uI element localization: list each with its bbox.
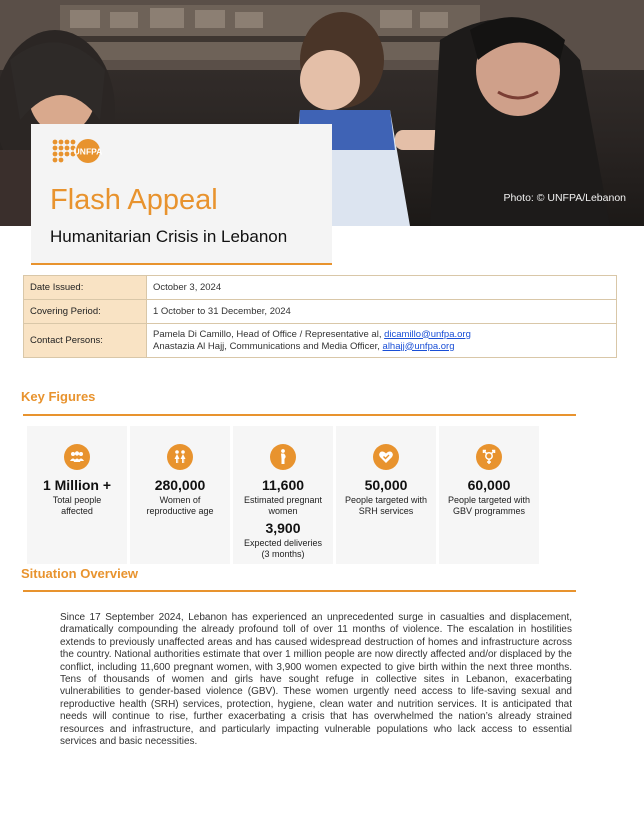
figure-label: Estimated pregnant women (243, 495, 323, 516)
contact-2-email-link[interactable]: alhajj@unfpa.org (382, 340, 455, 352)
figure-value-secondary: 3,900 (265, 520, 301, 536)
logo-text: UNFPA (73, 146, 103, 157)
figure-card-srh (336, 426, 436, 564)
situation-overview-heading: Situation Overview (21, 566, 139, 581)
covering-period-value: 1 October to 31 December, 2024 (147, 300, 617, 324)
pregnant-woman-icon (270, 444, 296, 470)
figure-value: 50,000 (364, 477, 408, 493)
info-table (23, 275, 617, 358)
date-issued-label: Date Issued: (24, 276, 147, 300)
heart-hands-icon (373, 444, 399, 470)
info-row-contacts (24, 324, 617, 358)
figure-label: Women of reproductive age (146, 495, 214, 516)
figure-value: 11,600 (261, 477, 305, 493)
situation-overview-rule (23, 590, 576, 592)
figure-card-affected (27, 426, 127, 564)
title-card (31, 124, 332, 265)
contact-1-email-link[interactable]: dicamillo@unfpa.org (384, 328, 471, 340)
contact-1-text: Pamela Di Camillo, Head of Office / Representative al, (153, 328, 385, 340)
figure-card-gbv (439, 426, 539, 564)
covering-period-label: Covering Period: (24, 300, 147, 324)
unfpa-logo-mark (52, 138, 132, 166)
figure-card-reproductive-age (130, 426, 230, 564)
contact-persons-label: Contact Persons: (24, 324, 147, 358)
figure-label-secondary: Expected deliveries (3 months) (243, 538, 323, 559)
key-figures-heading: Key Figures (21, 389, 96, 404)
unfpa-logo (52, 138, 132, 166)
page-subtitle: Humanitarian Crisis in Lebanon (50, 227, 288, 246)
contact-persons-value (147, 324, 617, 358)
info-row-period (24, 300, 617, 324)
situation-overview-text: Since 17 September 2024, Lebanon has experienced an unprecedented surge in casualties and displacement, dramatically compounding the already profound toll of over 11 months of violence. The escalation in hostilities extends to previously unaffected areas and has caused widespread destruction of homes and infrastructure across the country. National authorities estimate that over 1 million people are now directly affected and/or displaced by the conflict, including 11,600 pregnant women, with 3,900 women expected to give birth within the next three months. Tens of thousands of women and girls have sought refuge in collective sites in Lebanon, exacerbating vulnerabilities to gender-based violence (GBV). These women urgently need access to life-saving sexual and reproductive health (SRH) services, protection, hygiene, clean water and nutrition services. It is anticipated that needs will continue to rise, further exacerbating a crisis that has overwhelmed the nation’s already strained resources and infrastructure, and particularly impacting vulnerable populations who lack access to essential services and basic necessities. (60, 612, 572, 748)
key-figures-rule (23, 414, 576, 416)
photo-credit: Photo: © UNFPA/Lebanon (503, 192, 626, 204)
page-title: Flash Appeal (50, 184, 218, 216)
group-icon (64, 444, 90, 470)
figure-label: Total people affected (52, 495, 102, 516)
figure-label: People targeted with GBV programmes (447, 495, 531, 516)
figure-value: 60,000 (467, 477, 511, 493)
gender-icon (476, 444, 502, 470)
title-card-rule (31, 263, 332, 265)
figure-value: 1 Million + (42, 477, 112, 493)
info-row-date (24, 276, 617, 300)
figure-label: People targeted with SRH services (344, 495, 428, 516)
figure-card-pregnant (233, 426, 333, 564)
women-icon (167, 444, 193, 470)
date-issued-value: October 3, 2024 (147, 276, 617, 300)
contact-2-text: Anastazia Al Hajj, Communications and Media Officer, (153, 340, 383, 352)
figure-value: 280,000 (154, 477, 206, 493)
